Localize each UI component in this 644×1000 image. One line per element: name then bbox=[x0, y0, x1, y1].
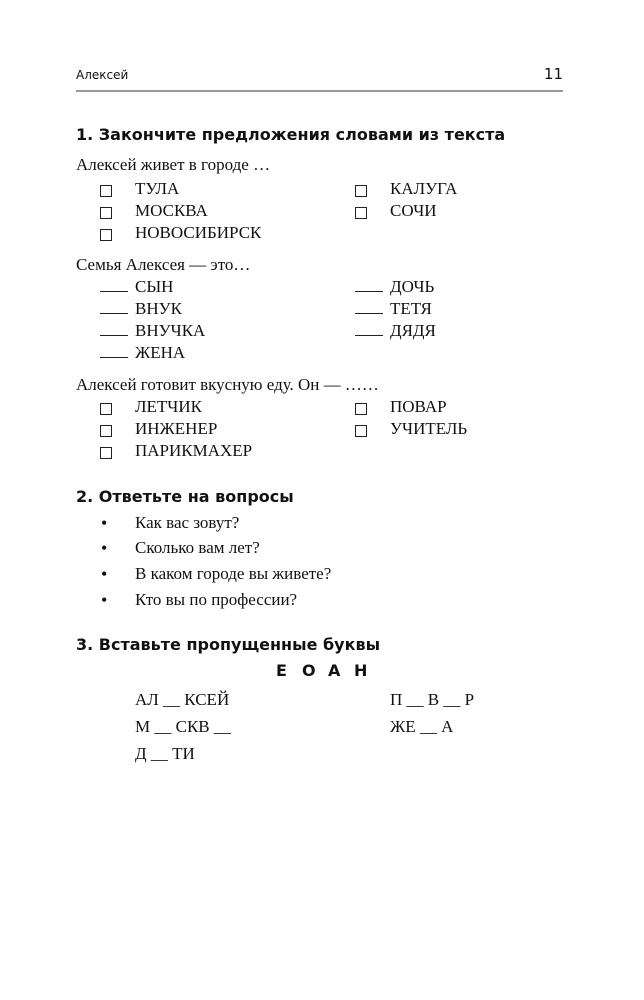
bullet-icon: • bbox=[101, 590, 108, 610]
option-label: СЫН bbox=[135, 277, 174, 296]
checkbox[interactable] bbox=[355, 423, 367, 443]
word-gap: ЖЕ __ А bbox=[390, 717, 454, 736]
letter: О bbox=[302, 661, 316, 680]
checkbox[interactable] bbox=[100, 205, 112, 225]
option-label: ВНУК bbox=[135, 299, 182, 318]
option-label: СОЧИ bbox=[390, 201, 437, 220]
option-label: ДОЧЬ bbox=[390, 277, 435, 296]
blank-line[interactable] bbox=[100, 343, 128, 363]
bullet-icon: • bbox=[101, 564, 108, 584]
blank-line[interactable] bbox=[100, 277, 128, 297]
letter: А bbox=[328, 661, 341, 680]
word-gap: Д __ ТИ bbox=[135, 744, 195, 763]
blank-line[interactable] bbox=[355, 321, 383, 341]
checkbox[interactable] bbox=[100, 227, 112, 247]
word-gap: М __ СКВ __ bbox=[135, 717, 231, 736]
option-label: НОВОСИБИРСК bbox=[135, 223, 262, 242]
section3-heading: 3. Вставьте пропущенные буквы bbox=[76, 635, 381, 654]
question: Сколько вам лет? bbox=[135, 538, 260, 557]
checkbox[interactable] bbox=[100, 445, 112, 465]
q1-prompt: Алексей живет в городе … bbox=[76, 155, 271, 174]
header-rule bbox=[76, 90, 563, 92]
letter: Н bbox=[354, 661, 368, 680]
checkbox[interactable] bbox=[355, 401, 367, 421]
option-label: ПОВАР bbox=[390, 397, 447, 416]
q2-prompt: Семья Алексея — это… bbox=[76, 255, 251, 274]
option-label: ТЕТЯ bbox=[390, 299, 432, 318]
section1-heading: 1. Закончите предложения словами из текста bbox=[76, 125, 506, 144]
option-label: ДЯДЯ bbox=[390, 321, 436, 340]
word-gap: АЛ __ КСЕЙ bbox=[135, 690, 230, 709]
blank-line[interactable] bbox=[355, 299, 383, 319]
checkbox[interactable] bbox=[100, 401, 112, 421]
option-label: ПАРИКМАХЕР bbox=[135, 441, 253, 460]
option-label: ВНУЧКА bbox=[135, 321, 206, 340]
blank-line[interactable] bbox=[355, 277, 383, 297]
checkbox[interactable] bbox=[100, 423, 112, 443]
checkbox[interactable] bbox=[100, 183, 112, 203]
blank-line[interactable] bbox=[100, 321, 128, 341]
letter: Е bbox=[276, 661, 287, 680]
checkbox[interactable] bbox=[355, 183, 367, 203]
running-title: Алексей bbox=[76, 68, 129, 82]
question: Кто вы по профессии? bbox=[135, 590, 298, 609]
section2-heading: 2. Ответьте на вопросы bbox=[76, 487, 294, 506]
letter-bank bbox=[276, 661, 380, 681]
option-label: ЖЕНА bbox=[135, 343, 186, 362]
question: Как вас зовут? bbox=[135, 513, 240, 532]
option-label: КАЛУГА bbox=[390, 179, 458, 198]
bullet-icon: • bbox=[101, 513, 108, 533]
option-label: УЧИТЕЛЬ bbox=[390, 419, 468, 438]
page-number: 11 bbox=[543, 65, 563, 83]
question: В каком городе вы живете? bbox=[135, 564, 332, 583]
option-label: МОСКВА bbox=[135, 201, 208, 220]
bullet-icon: • bbox=[101, 538, 108, 558]
option-label: ИНЖЕНЕР bbox=[135, 419, 218, 438]
checkbox[interactable] bbox=[355, 205, 367, 225]
blank-line[interactable] bbox=[100, 299, 128, 319]
option-label: ТУЛА bbox=[135, 179, 180, 198]
word-gap: П __ В __ Р bbox=[390, 690, 475, 709]
q3-prompt: Алексей готовит вкусную еду. Он — …… bbox=[76, 375, 379, 394]
option-label: ЛЕТЧИК bbox=[135, 397, 202, 416]
